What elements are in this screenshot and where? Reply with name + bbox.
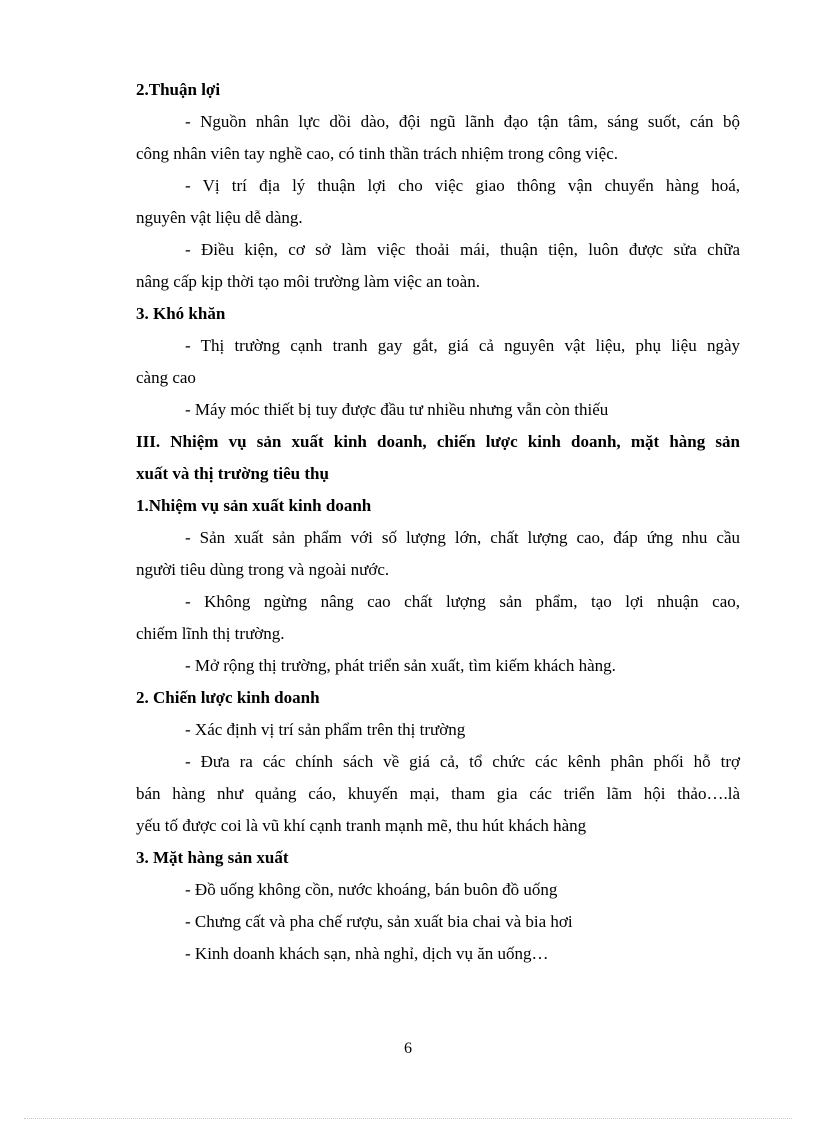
text-line: 3. Khó khăn <box>136 304 226 323</box>
page-number: 6 <box>404 1040 412 1057</box>
text-line: - Kinh doanh khách sạn, nhà nghỉ, dịch vụ ăn uống… <box>185 944 549 963</box>
text-line: 3. Mặt hàng sản xuất <box>136 848 289 867</box>
text-line: - Mở rộng thị trường, phát triển sản xuất, tìm kiếm khách hàng. <box>185 656 616 675</box>
text-line: càng cao <box>136 368 196 387</box>
text-line: - Nguồn nhân lực dồi dào, đội ngũ lãnh đạo tận tâm, sáng suốt, cán bộ <box>185 112 740 131</box>
text-line: - Xác định vị trí sản phẩm trên thị trường <box>185 720 466 739</box>
text-line: - Điều kiện, cơ sở làm việc thoải mái, thuận tiện, luôn được sửa chữa <box>185 240 740 259</box>
text-line: yếu tố được coi là vũ khí cạnh tranh mạnh mẽ, thu hút khách hàng <box>136 816 587 835</box>
text-line: xuất và thị trường tiêu thụ <box>136 464 329 483</box>
text-line: người tiêu dùng trong và ngoài nước. <box>136 560 390 579</box>
text-line: - Đưa ra các chính sách về giá cả, tổ chức các kênh phân phối hỗ trợ <box>185 752 740 771</box>
text-line: bán hàng như quảng cáo, khuyến mại, tham gia các triển lãm hội thảo….là <box>136 784 740 803</box>
text-line: - Sản xuất sản phẩm với số lượng lớn, chất lượng cao, đáp ứng nhu cầu <box>185 528 740 547</box>
text-line: - Thị trường cạnh tranh gay gắt, giá cả nguyên vật liệu, phụ liệu ngày <box>185 336 740 355</box>
text-line: III. Nhiệm vụ sản xuất kinh doanh, chiến lược kinh doanh, mặt hàng sản <box>136 432 740 451</box>
text-line: - Máy móc thiết bị tuy được đầu tư nhiều nhưng vẫn còn thiếu <box>185 400 609 419</box>
text-line: nâng cấp kịp thời tạo môi trường làm việc an toàn. <box>136 272 480 291</box>
text-line: - Đồ uống không cồn, nước khoáng, bán buôn đồ uống <box>185 880 558 899</box>
text-line: 2. Chiến lược kinh doanh <box>136 688 320 707</box>
text-line: - Chưng cất và pha chế rượu, sản xuất bia chai và bia hơi <box>185 912 573 931</box>
text-line: chiếm lĩnh thị trường. <box>136 624 285 643</box>
page-bottom-divider <box>24 1118 792 1119</box>
text-line: nguyên vật liệu dễ dàng. <box>136 208 303 227</box>
text-line: - Vị trí địa lý thuận lợi cho việc giao thông vận chuyển hàng hoá, <box>185 176 740 195</box>
text-line: 1.Nhiệm vụ sản xuất kinh doanh <box>136 496 372 515</box>
text-line: 2.Thuận lợi <box>136 80 221 99</box>
text-line: công nhân viên tay nghề cao, có tinh thần trách nhiệm trong công việc. <box>136 144 618 163</box>
text-line: - Không ngừng nâng cao chất lượng sản phẩm, tạo lợi nhuận cao, <box>185 592 740 611</box>
